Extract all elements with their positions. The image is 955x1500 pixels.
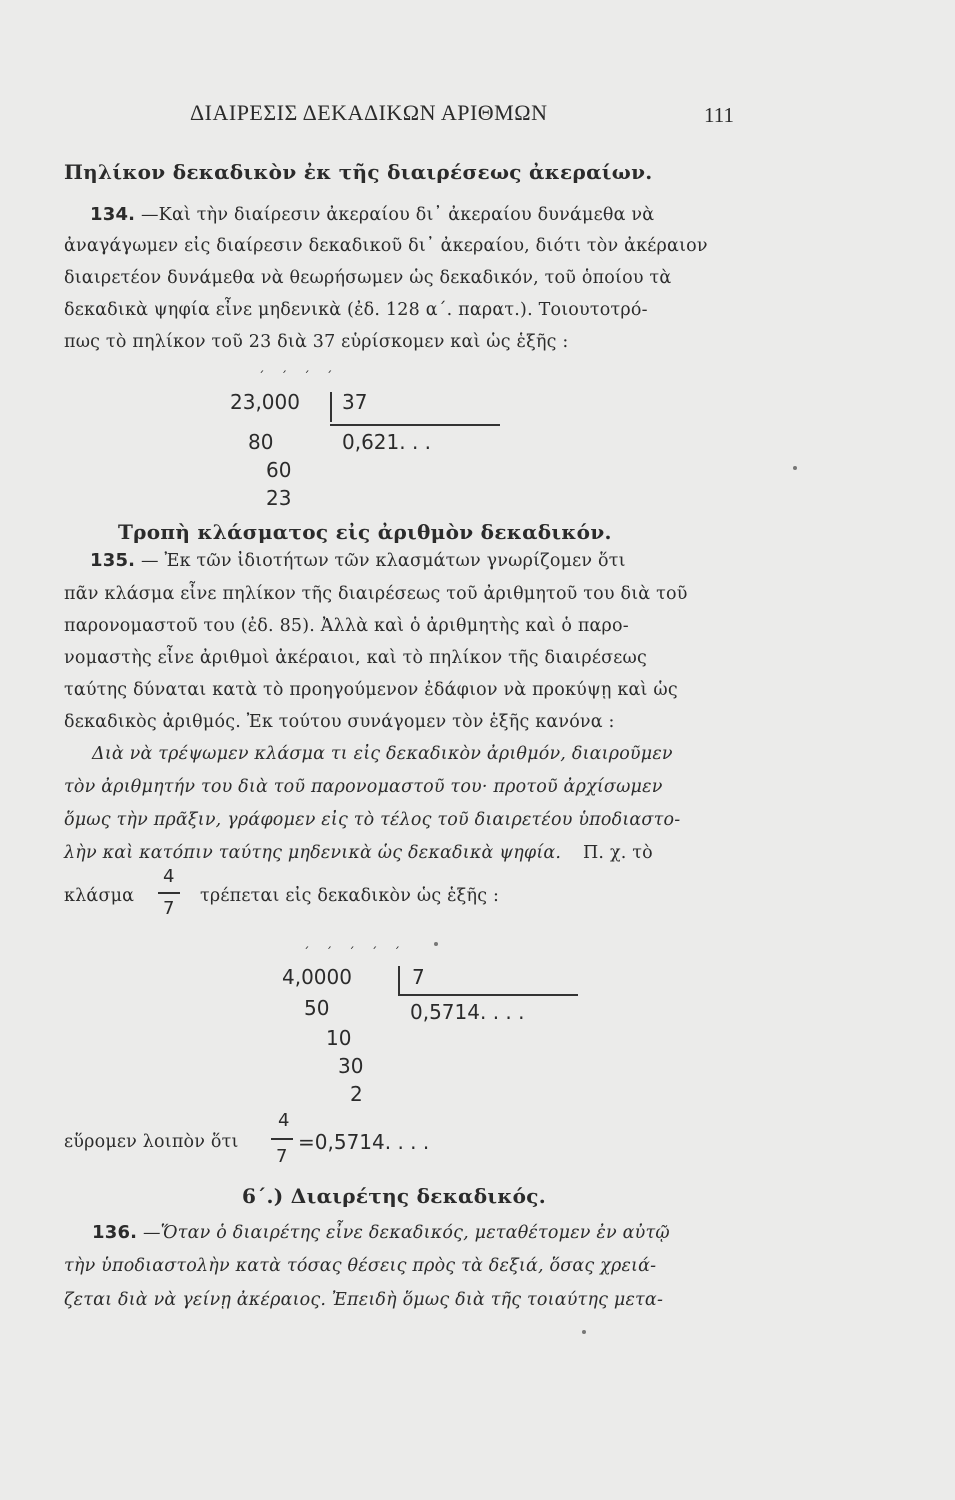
rule-text: λὴν καὶ κατόπιν ταύτης μηδενικὰ ὡς δεκαδικὰ ψηφία.	[64, 843, 562, 863]
remainder: 60	[266, 458, 292, 482]
fraction-numerator: 4	[163, 866, 175, 887]
paragraph-line: τὴν ὑποδιαστολὴν κατὰ τόσας θέσεις πρὸς τὰ δεξιά, ὅσας χρειά-	[64, 1256, 657, 1276]
paragraph-line	[90, 550, 626, 571]
example-prefix: κλάσμα	[64, 886, 135, 906]
fraction-denominator: 7	[163, 898, 175, 919]
result-value: =0,5714. . . .	[298, 1130, 430, 1154]
remainder: 30	[338, 1054, 364, 1078]
paragraph-line: παρονομαστοῦ του (ἐδ. 85). Ἀλλὰ καὶ ὁ ἀριθμητὴς καὶ ὁ παρο-	[64, 616, 629, 636]
paragraph-line: πᾶν κλάσμα εἶνε πηλίκον τῆς διαιρέσεως τοῦ ἀριθμητοῦ του διὰ τοῦ	[64, 584, 688, 604]
running-header: ΔΙΑΙΡΕΣΙΣ ΔΕΚΑΔΙΚΩΝ ΑΡΙΘΜΩΝ	[190, 100, 548, 125]
remainder: 80	[248, 430, 274, 454]
print-speck	[793, 466, 797, 470]
quotient: 0,621. . .	[342, 430, 432, 454]
paragraph-line: διαιρετέον δυνάμεθα νὰ θεωρήσωμεν ὡς δεκαδικόν, τοῦ ὁποίου τὰ	[64, 268, 672, 288]
fraction-bar	[271, 1138, 293, 1140]
fraction-bar	[158, 892, 180, 894]
example-intro: Π. χ. τὸ	[582, 843, 653, 863]
division-bar-horizontal	[330, 424, 500, 426]
fraction-numerator: 4	[278, 1110, 290, 1131]
paragraph-line: ζεται διὰ νὰ γείνῃ ἀκέραιος. Ἐπειδὴ ὅμως διὰ τῆς τοιαύτης μετα-	[64, 1290, 664, 1310]
remainder: 2	[350, 1082, 363, 1106]
divisor: 7	[412, 965, 425, 989]
digit-ticks: ˊ ˊ ˊ ˊ	[258, 370, 339, 385]
section-number: 134.	[90, 204, 136, 225]
paragraph-line: δεκαδικὰ ψηφία εἶνε μηδενικὰ (ἐδ. 128 α΄. παρατ.). Τοιουτοτρό-	[64, 300, 648, 320]
paragraph-line	[90, 204, 654, 225]
result-prefix: εὕρομεν λοιπὸν ὅτι	[64, 1132, 239, 1152]
division-bar-vertical	[330, 392, 332, 422]
remainder: 50	[304, 996, 330, 1020]
section-heading-134: Πηλίκον δεκαδικὸν ἐκ τῆς διαιρέσεως ἀκεραίων.	[64, 160, 653, 184]
remainder: 10	[326, 1026, 352, 1050]
paragraph-line: ἀναγάγωμεν εἰς διαίρεσιν δεκαδικοῦ δι᾿ ἀκεραίου, διότι τὸν ἀκέραιον	[64, 236, 708, 256]
section-heading-136: 6΄.) Διαιρέτης δεκαδικός.	[242, 1184, 547, 1208]
section-number: 135.	[90, 550, 136, 571]
example-suffix: τρέπεται εἰς δεκαδικὸν ὡς ἑξῆς :	[200, 886, 500, 906]
dividend: 4,0000	[282, 965, 352, 989]
quotient: 0,5714. . . .	[410, 1000, 525, 1024]
print-speck	[582, 1330, 586, 1334]
text-line: —Ὅταν ὁ διαιρέτης εἶνε δεκαδικός, μεταθέτομεν ἐν αὐτῷ	[142, 1223, 670, 1243]
paragraph-line: πως τὸ πηλίκον τοῦ 23 διὰ 37 εὑρίσκομεν καὶ ὡς ἑξῆς :	[64, 332, 569, 352]
paragraph-line: ταύτης δύναται κατὰ τὸ προηγούμενον ἐδάφιον νὰ προκύψῃ καὶ ὡς	[64, 680, 678, 700]
dividend: 23,000	[230, 390, 300, 414]
divisor: 37	[342, 390, 368, 414]
section-number: 136.	[92, 1222, 138, 1243]
paragraph-line: δεκαδικὸς ἀριθμός. Ἐκ τούτου συνάγομεν τὸν ἑξῆς κανόνα :	[64, 712, 615, 732]
paragraph-line: νομαστὴς εἶνε ἀριθμοὶ ἀκέραιοι, καὶ τὸ πηλίκον τῆς διαιρέσεως	[64, 648, 648, 668]
rule-line-final	[64, 843, 653, 863]
page-number: 111	[704, 103, 734, 127]
text-line: — Ἐκ τῶν ἰδιοτήτων τῶν κλασμάτων γνωρίζομεν ὅτι	[140, 551, 626, 571]
print-speck	[434, 942, 438, 946]
division-bar-horizontal	[398, 994, 578, 996]
digit-ticks: ˊ ˊ ˊ ˊ ˊ	[303, 946, 407, 961]
section-heading-135: Τροπὴ κλάσματος εἰς ἀριθμὸν δεκαδικόν.	[118, 520, 612, 544]
rule-line: τὸν ἀριθμητήν του διὰ τοῦ παρονομαστοῦ του· προτοῦ ἀρχίσωμεν	[64, 777, 663, 797]
paragraph-line	[92, 1222, 670, 1243]
rule-line: ὅμως τὴν πρᾶξιν, γράφομεν εἰς τὸ τέλος τοῦ διαιρετέου ὑποδιαστο-	[64, 810, 681, 830]
fraction-denominator: 7	[276, 1146, 288, 1167]
division-bar-vertical	[398, 966, 400, 994]
rule-line: Διὰ νὰ τρέψωμεν κλάσμα τι εἰς δεκαδικὸν ἀριθμόν, διαιροῦμεν	[92, 744, 673, 764]
remainder: 23	[266, 486, 292, 510]
text-line: —Καὶ τὴν διαίρεσιν ἀκεραίου δι᾿ ἀκεραίου δυνάμεθα νὰ	[140, 205, 655, 225]
